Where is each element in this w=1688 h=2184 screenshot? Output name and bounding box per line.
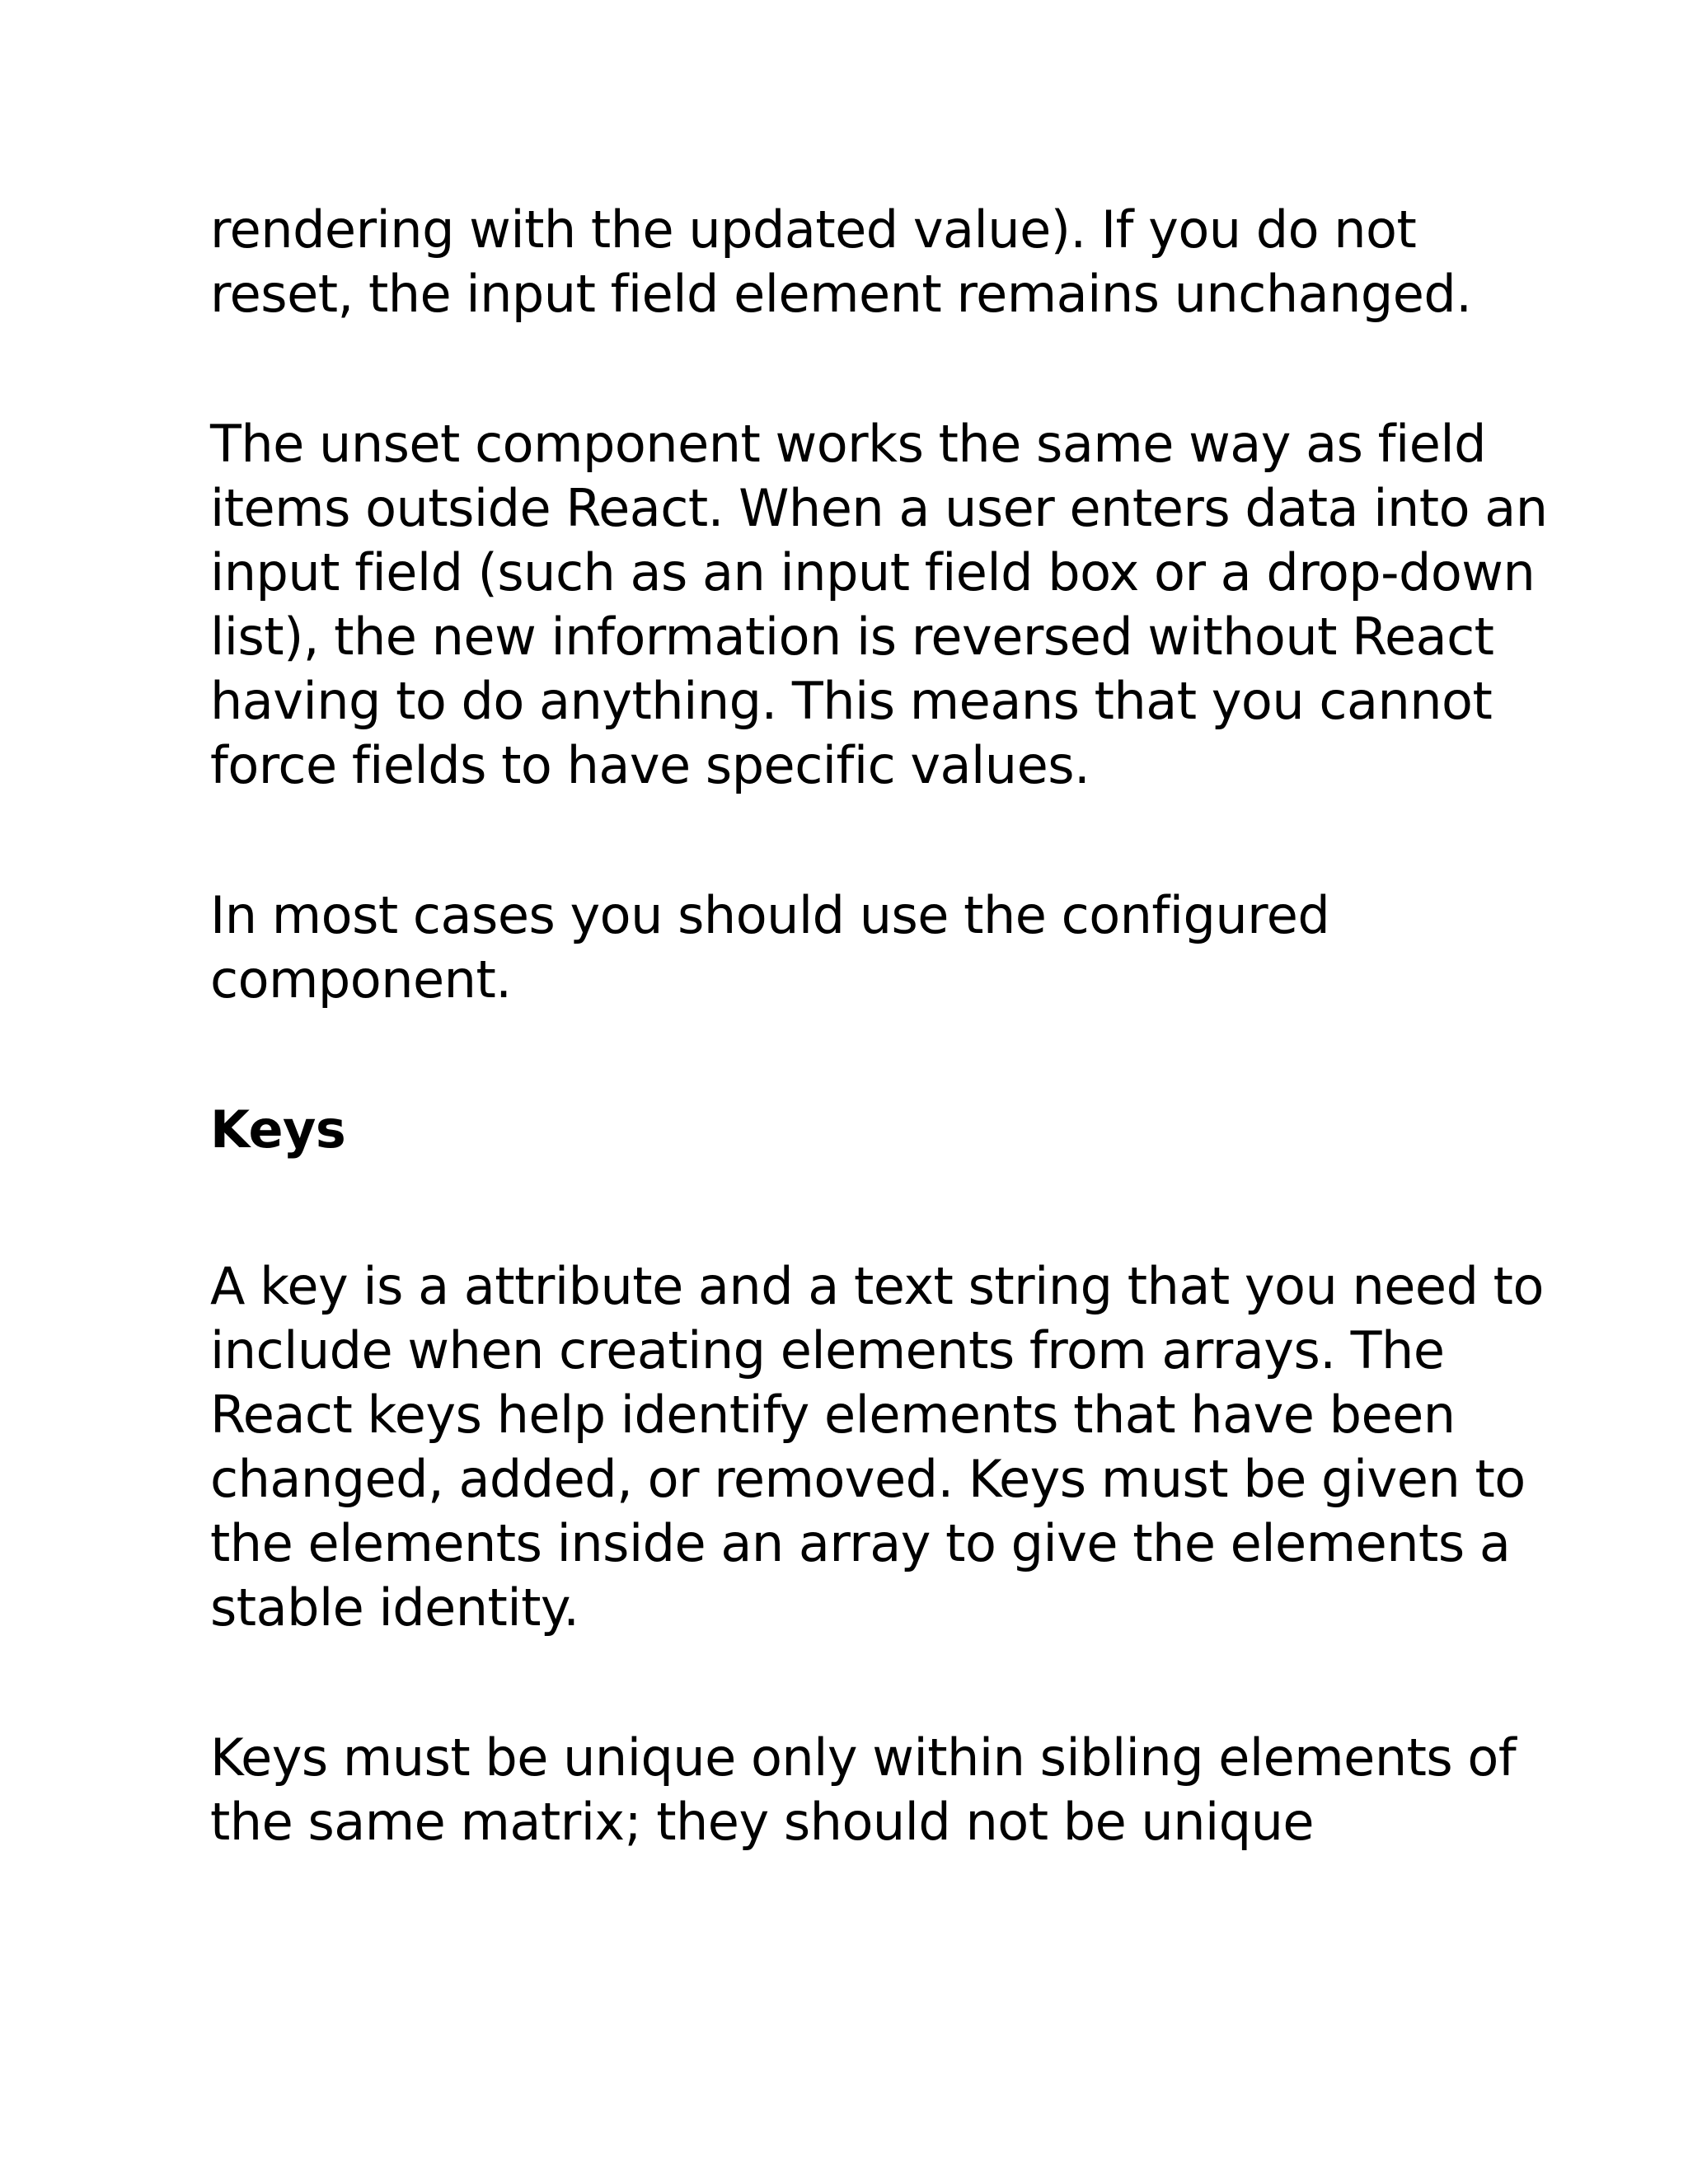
paragraph-line: The unset component works the same way as field [210, 414, 1486, 474]
paragraph-line: reset, the input field element remains unchanged. [210, 264, 1472, 324]
paragraph-line: having to do anything. This means that you cannot [210, 671, 1493, 731]
paragraph-line: React keys help identify elements that have been [210, 1385, 1456, 1445]
paragraph-line: list), the new information is reversed without React [210, 607, 1494, 667]
paragraph-unset-component [210, 412, 1548, 798]
paragraph-keys-definition [210, 1254, 1544, 1640]
paragraph-configured-component [210, 883, 1496, 1012]
paragraph-line: the elements inside an array to give the elements a [210, 1513, 1511, 1573]
document-body [210, 198, 1548, 1940]
paragraph-line: changed, added, or removed. Keys must be given to [210, 1449, 1526, 1509]
paragraph-line: the same matrix; they should not be unique [210, 1792, 1315, 1852]
section-heading-keys: Keys [210, 1099, 346, 1160]
paragraph-line: input field (such as an input field box or a drop-down [210, 542, 1536, 602]
paragraph-line: include when creating elements from arrays. The [210, 1320, 1445, 1380]
paragraph-line: items outside React. When a user enters data into an [210, 478, 1548, 538]
paragraph-keys-uniqueness [210, 1726, 1517, 1854]
paragraph-line: A key is a attribute and a text string that you need to [210, 1256, 1544, 1316]
paragraph-line: force fields to have specific values. [210, 735, 1090, 795]
paragraph-line: Keys must be unique only within sibling elements of [210, 1727, 1517, 1788]
paragraph-line: stable identity. [210, 1577, 579, 1638]
paragraph-line: component. [210, 949, 512, 1010]
paragraph-intro-continuation [210, 198, 1496, 326]
paragraph-line: rendering with the updated value). If you do not [210, 199, 1417, 260]
paragraph-line: In most cases you should use the configured [210, 885, 1330, 945]
